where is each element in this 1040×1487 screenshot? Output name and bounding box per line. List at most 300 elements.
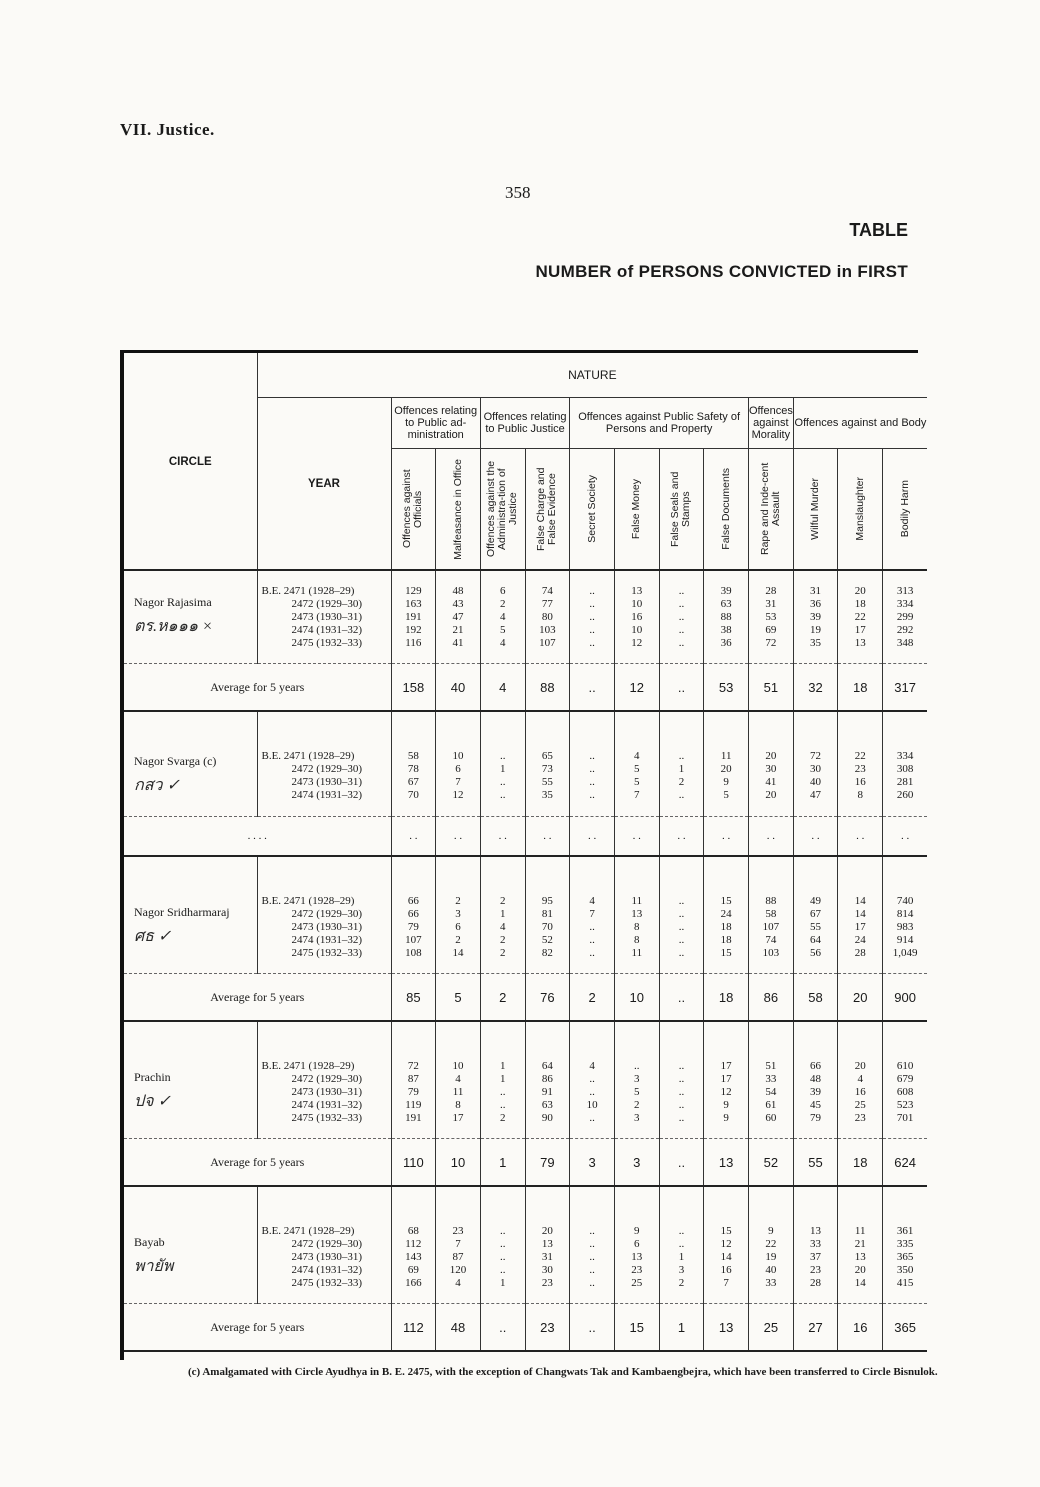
handwritten-annotation: ตร.ห๑๑๑ ×: [134, 618, 213, 635]
data-value: 2: [634, 1098, 640, 1111]
data-value: 119: [405, 1098, 422, 1111]
data-cell: [838, 881, 883, 974]
column-header: [704, 449, 749, 571]
data-value: ..: [499, 1098, 506, 1111]
group-header: Offences against and Body: [793, 398, 927, 449]
circle-name: Nagor Svarga (c): [134, 754, 217, 768]
year-list-cell: [257, 881, 391, 974]
data-value: 13: [631, 1250, 643, 1263]
data-cell: [883, 570, 928, 664]
spacer-cell: [436, 856, 481, 881]
average-row: [124, 974, 927, 1022]
average-value: 112: [391, 1304, 436, 1352]
data-value: 17: [452, 1111, 464, 1124]
data-cell: [525, 1046, 570, 1139]
data-value: 41: [452, 636, 464, 649]
data-value: ..: [589, 597, 595, 610]
data-value: 23: [452, 1224, 464, 1237]
data-value: ..: [499, 1224, 506, 1237]
year-label: 2472 (1929–30): [291, 763, 363, 775]
data-value: 12: [720, 1085, 732, 1098]
data-value: 415: [896, 1276, 914, 1289]
spacer-cell: [124, 1021, 257, 1046]
data-value: 65: [541, 750, 553, 762]
data-value: 87: [452, 1250, 464, 1263]
average-placeholder-value: . .: [749, 817, 794, 857]
data-value: 4: [857, 1072, 863, 1085]
data-value: 58: [407, 750, 419, 762]
data-value: 48: [810, 1072, 822, 1085]
data-value: 7: [455, 776, 461, 788]
year-label: B.E. 2471 (1928–29): [261, 750, 355, 762]
column-header-label: Wilful Murder: [809, 478, 822, 540]
data-value: 679: [896, 1072, 914, 1085]
data-value: 18: [720, 920, 732, 933]
data-value: 33: [765, 1276, 777, 1289]
year-label: 2474 (1931–32): [291, 933, 363, 946]
average-placeholder-value: . .: [570, 817, 615, 857]
data-value: 13: [810, 1224, 822, 1237]
data-value: ..: [589, 1085, 595, 1098]
column-header-label: False Seals and Stamps: [669, 471, 693, 547]
year-label: 2474 (1931–32): [291, 1263, 363, 1276]
data-value: 41: [765, 776, 777, 788]
data-value: 64: [810, 933, 822, 946]
average-value: 55: [793, 1139, 838, 1187]
average-value: 10: [436, 1139, 481, 1187]
data-value: 64: [541, 1059, 553, 1072]
data-value: 9: [723, 1098, 729, 1111]
average-placeholder-value: . .: [436, 817, 481, 857]
data-cell: [525, 1211, 570, 1304]
data-value: 9: [768, 1224, 774, 1237]
spacer-cell: [704, 1186, 749, 1211]
nature-header: NATURE: [257, 353, 927, 398]
data-cell: [480, 1046, 525, 1139]
column-header-label: Secret Society: [585, 475, 598, 543]
data-value: 14: [854, 1276, 866, 1289]
year-label: 2472 (1929–30): [291, 1072, 363, 1085]
data-value: 334: [896, 750, 914, 762]
data-value: 814: [896, 907, 914, 920]
data-value: 166: [405, 1276, 422, 1289]
average-value: 25: [749, 1304, 794, 1352]
data-value: ..: [678, 1059, 685, 1072]
year-label: B.E. 2471 (1928–29): [261, 1224, 355, 1237]
average-label: Average for 5 years: [124, 974, 391, 1022]
year-label: 2474 (1931–32): [291, 623, 363, 636]
data-value: 18: [720, 933, 732, 946]
average-value: 2: [480, 974, 525, 1022]
data-cell: [838, 1046, 883, 1139]
average-placeholder-value: . .: [525, 817, 570, 857]
data-cell: [480, 1211, 525, 1304]
spacer-cell: [436, 711, 481, 736]
data-value: 350: [896, 1263, 914, 1276]
average-value: 58: [793, 974, 838, 1022]
data-value: 4: [499, 920, 506, 933]
data-value: 523: [896, 1098, 914, 1111]
data-value: ..: [678, 623, 685, 636]
data-value: 1: [499, 763, 506, 775]
data-value: 38: [720, 623, 732, 636]
spacer-cell: [749, 856, 794, 881]
data-value: 22: [854, 750, 866, 762]
data-value: 365: [896, 1250, 914, 1263]
data-value: 5: [634, 1085, 640, 1098]
data-value: ..: [589, 933, 595, 946]
data-value: 36: [810, 597, 822, 610]
data-cell: [391, 1211, 436, 1304]
data-value: 56: [810, 946, 822, 959]
spacer-cell: [570, 711, 615, 736]
data-value: ..: [589, 750, 595, 762]
column-header: [480, 449, 525, 571]
data-value: 12: [452, 789, 464, 801]
data-value: 16: [854, 1085, 866, 1098]
data-value: ..: [678, 1085, 685, 1098]
average-row: [124, 1139, 927, 1187]
data-cell: [749, 736, 794, 817]
data-value: 9: [723, 1111, 729, 1124]
spacer-cell: [391, 1186, 436, 1211]
data-value: 701: [896, 1111, 914, 1124]
circle-row: [124, 1211, 927, 1304]
data-value: 1: [499, 1072, 506, 1085]
data-value: ..: [589, 1250, 595, 1263]
data-cell: [391, 881, 436, 974]
average-placeholder-value: . .: [838, 817, 883, 857]
year-list-cell: [257, 1046, 391, 1139]
data-value: 13: [854, 1250, 866, 1263]
average-value: 18: [838, 664, 883, 712]
data-value: 17: [854, 920, 866, 933]
data-value: 8: [455, 1098, 461, 1111]
data-value: 2: [678, 1276, 685, 1289]
data-value: 4: [455, 1072, 461, 1085]
data-value: 17: [854, 623, 866, 636]
group-header: Offences relating to Public ad-ministration: [391, 398, 480, 449]
data-value: 9: [723, 776, 729, 788]
spacer-cell: [124, 711, 257, 736]
year-header: [257, 398, 391, 571]
data-value: 74: [541, 584, 553, 597]
spacer-cell: [436, 1186, 481, 1211]
data-cell: [436, 1211, 481, 1304]
spacer-cell: [480, 711, 525, 736]
convictions-table-frame: [120, 350, 927, 1360]
data-value: 313: [896, 584, 914, 597]
circle-row: [124, 736, 927, 817]
data-value: 361: [896, 1224, 914, 1237]
data-value: 69: [407, 1263, 419, 1276]
data-value: 6: [455, 920, 461, 933]
data-value: 3: [634, 1072, 640, 1085]
data-cell: [749, 1211, 794, 1304]
data-value: ..: [678, 933, 685, 946]
average-placeholder-label: . . . .: [124, 817, 391, 857]
handwritten-annotation: ศธ ✓: [134, 928, 172, 945]
data-cell: [614, 570, 659, 664]
data-value: 20: [854, 1263, 866, 1276]
average-label: Average for 5 years: [124, 1304, 391, 1352]
data-value: 7: [455, 1237, 461, 1250]
data-value: 1: [678, 1250, 685, 1263]
data-value: 47: [810, 789, 822, 801]
data-cell: [838, 736, 883, 817]
data-cell: [614, 1046, 659, 1139]
data-value: 24: [854, 933, 866, 946]
data-value: 72: [810, 750, 822, 762]
data-value: 66: [810, 1059, 822, 1072]
data-cell: [614, 736, 659, 817]
data-value: 2: [499, 1111, 506, 1124]
data-value: 107: [762, 920, 780, 933]
spacer-row: [124, 856, 927, 881]
data-value: 4: [589, 1059, 595, 1072]
data-value: ..: [499, 789, 506, 801]
data-value: 31: [765, 597, 777, 610]
data-value: 82: [541, 946, 553, 959]
data-value: 4: [634, 750, 640, 762]
data-value: 66: [407, 894, 419, 907]
data-value: 95: [541, 894, 553, 907]
year-label: 2472 (1929–30): [291, 1237, 363, 1250]
average-value: 53: [704, 664, 749, 712]
data-value: 88: [765, 894, 777, 907]
data-value: 33: [765, 1072, 777, 1085]
spacer-cell: [570, 856, 615, 881]
spacer-cell: [257, 711, 391, 736]
data-value: 17: [720, 1059, 732, 1072]
average-value: 158: [391, 664, 436, 712]
year-list-cell: [257, 1211, 391, 1304]
data-value: 60: [765, 1111, 777, 1124]
data-value: 9: [634, 1224, 640, 1237]
spacer-cell: [124, 1186, 257, 1211]
average-placeholder-value: . .: [614, 817, 659, 857]
data-value: 7: [723, 1276, 729, 1289]
data-value: 63: [541, 1098, 553, 1111]
data-value: ..: [589, 610, 595, 623]
data-value: ..: [678, 894, 685, 907]
data-value: 10: [586, 1098, 598, 1111]
data-value: 13: [854, 636, 866, 649]
data-value: 77: [541, 597, 553, 610]
data-value: 4: [589, 894, 595, 907]
spacer-cell: [749, 1186, 794, 1211]
year-list-cell: [257, 570, 391, 664]
spacer-cell: [883, 856, 928, 881]
data-value: 13: [541, 1237, 553, 1250]
circle-name-cell: [124, 570, 257, 664]
column-header-label: False Documents: [719, 468, 732, 550]
data-value: 308: [896, 763, 914, 775]
data-value: 299: [896, 610, 914, 623]
data-value: 20: [765, 750, 777, 762]
data-cell: [659, 736, 704, 817]
average-placeholder-value: . .: [883, 817, 928, 857]
average-value: 23: [525, 1304, 570, 1352]
data-value: 39: [720, 584, 732, 597]
data-cell: [391, 1046, 436, 1139]
data-value: 163: [405, 597, 422, 610]
average-row: [124, 664, 927, 712]
data-value: 1: [499, 1059, 506, 1072]
year-label: 2475 (1932–33): [291, 1111, 363, 1124]
average-value: 27: [793, 1304, 838, 1352]
year-label: B.E. 2471 (1928–29): [261, 1059, 355, 1072]
average-value: 10: [614, 974, 659, 1022]
column-header: [838, 449, 883, 571]
data-cell: [838, 570, 883, 664]
data-value: 16: [720, 1263, 732, 1276]
data-value: 3: [634, 1111, 640, 1124]
data-value: 79: [810, 1111, 822, 1124]
data-value: 13: [631, 584, 643, 597]
data-cell: [704, 570, 749, 664]
data-value: 15: [720, 1224, 732, 1237]
data-value: 11: [452, 1085, 464, 1098]
spacer-cell: [838, 711, 883, 736]
data-cell: [749, 1046, 794, 1139]
data-value: 19: [765, 1250, 777, 1263]
average-value: ..: [570, 664, 615, 712]
year-header-label: YEAR: [308, 477, 340, 490]
data-value: 35: [810, 636, 822, 649]
spacer-cell: [436, 1021, 481, 1046]
data-value: 8: [634, 920, 640, 933]
spacer-cell: [480, 1021, 525, 1046]
average-value: 51: [749, 664, 794, 712]
spacer-row: [124, 711, 927, 736]
data-cell: [793, 1046, 838, 1139]
data-value: ..: [678, 907, 685, 920]
data-value: 79: [407, 920, 419, 933]
data-cell: [659, 881, 704, 974]
data-value: ..: [589, 1224, 595, 1237]
data-value: 67: [810, 907, 822, 920]
average-placeholder-value: . .: [793, 817, 838, 857]
data-value: 1: [678, 763, 685, 775]
spacer-cell: [838, 1186, 883, 1211]
data-value: 86: [541, 1072, 553, 1085]
data-value: 10: [631, 623, 643, 636]
data-value: 740: [896, 894, 914, 907]
data-value: ..: [678, 946, 685, 959]
data-cell: [704, 1211, 749, 1304]
data-value: ..: [678, 1072, 685, 1085]
data-value: 103: [539, 623, 556, 636]
average-value: ..: [570, 1304, 615, 1352]
data-cell: [838, 1211, 883, 1304]
circle-name: Prachin: [134, 1070, 171, 1084]
average-value: ..: [659, 974, 704, 1022]
data-cell: [525, 736, 570, 817]
data-value: 40: [765, 1263, 777, 1276]
data-value: 11: [631, 946, 643, 959]
column-header: [391, 449, 436, 571]
data-value: 1: [499, 907, 506, 920]
data-cell: [704, 736, 749, 817]
year-label: 2473 (1930–31): [291, 1250, 363, 1263]
average-value: 1: [659, 1304, 704, 1352]
average-value: 52: [749, 1139, 794, 1187]
data-value: ..: [678, 750, 685, 762]
data-cell: [883, 736, 928, 817]
spacer-cell: [749, 1021, 794, 1046]
data-cell: [614, 1211, 659, 1304]
data-value: 120: [449, 1263, 467, 1276]
column-header-label: Rape and Inde-cent Assault: [758, 462, 782, 556]
data-value: 4: [455, 1276, 461, 1289]
average-value: 88: [525, 664, 570, 712]
data-value: ..: [678, 610, 685, 623]
handwritten-annotation: ปจ ✓: [134, 1093, 171, 1110]
average-placeholder-value: . .: [659, 817, 704, 857]
average-value: 624: [883, 1139, 928, 1187]
data-value: 3: [678, 1263, 685, 1276]
data-value: ..: [589, 1237, 595, 1250]
spacer-cell: [704, 1021, 749, 1046]
data-value: 80: [541, 610, 553, 623]
data-value: 21: [452, 623, 464, 636]
data-value: ..: [678, 1098, 685, 1111]
data-value: ..: [589, 1072, 595, 1085]
data-value: 20: [854, 1059, 866, 1072]
spacer-cell: [838, 856, 883, 881]
data-value: 91: [541, 1085, 553, 1098]
data-value: 67: [407, 776, 419, 788]
average-value: 16: [838, 1304, 883, 1352]
spacer-cell: [570, 1186, 615, 1211]
spacer-cell: [793, 1021, 838, 1046]
data-value: 31: [541, 1250, 553, 1263]
spacer-cell: [793, 856, 838, 881]
data-value: ..: [499, 1250, 506, 1263]
data-value: 48: [452, 584, 464, 597]
data-value: 22: [765, 1237, 777, 1250]
data-value: ..: [499, 750, 506, 762]
data-value: 5: [723, 789, 729, 801]
spacer-cell: [614, 711, 659, 736]
data-value: 11: [854, 1224, 866, 1237]
data-cell: [883, 881, 928, 974]
data-value: 108: [405, 946, 422, 959]
column-header: [525, 449, 570, 571]
average-value: 4: [480, 664, 525, 712]
data-value: 53: [765, 610, 777, 623]
data-value: 28: [854, 946, 866, 959]
data-cell: [391, 736, 436, 817]
spacer-cell: [525, 711, 570, 736]
data-value: 45: [810, 1098, 822, 1111]
data-cell: [525, 881, 570, 974]
spacer-row: [124, 1186, 927, 1211]
data-cell: [749, 881, 794, 974]
column-header: [570, 449, 615, 571]
data-cell: [883, 1211, 928, 1304]
circle-name-cell: [124, 1211, 257, 1304]
average-value: ..: [480, 1304, 525, 1352]
data-value: 260: [896, 789, 914, 801]
data-cell: [436, 881, 481, 974]
data-value: 12: [631, 636, 643, 649]
data-value: 30: [810, 763, 822, 775]
year-label: 2475 (1932–33): [291, 636, 363, 649]
data-value: ..: [499, 1263, 506, 1276]
data-value: 12: [720, 1237, 732, 1250]
